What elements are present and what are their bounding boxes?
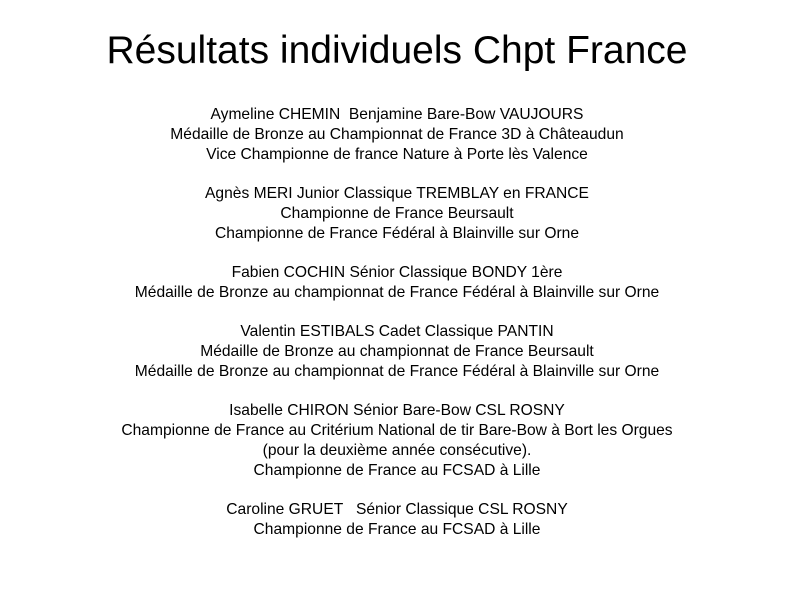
result-line: Médaille de Bronze au championnat de France Fédéral à Blainville sur Orne — [134, 363, 660, 380]
result-line: Isabelle CHIRON Sénior Bare-Bow CSL ROSNY — [229, 402, 565, 419]
result-block-chemin — [0, 105, 794, 165]
result-line: Agnès MERI Junior Classique TREMBLAY en FRANCE — [205, 185, 589, 202]
result-block-meri — [0, 184, 794, 244]
result-line: Vice Championne de france Nature à Porte lès Valence — [206, 146, 588, 163]
result-line: Médaille de Bronze au Championnat de France 3D à Châteaudun — [170, 126, 624, 143]
result-line: Fabien COCHIN Sénior Classique BONDY 1ère — [231, 264, 563, 281]
result-line: Aymeline CHEMIN Benjamine Bare-Bow VAUJOURS — [210, 106, 584, 123]
result-block-chiron — [0, 401, 794, 481]
result-line: Championne de France au Critérium National de tir Bare-Bow à Bort les Orgues — [121, 422, 673, 439]
result-line: Valentin ESTIBALS Cadet Classique PANTIN — [240, 323, 554, 340]
result-block-cochin — [0, 263, 794, 303]
result-block-estibals — [0, 322, 794, 382]
result-line: Championne de France au FCSAD à Lille — [253, 521, 541, 538]
result-line: (pour la deuxième année consécutive). — [262, 442, 532, 459]
result-line: Championne de France Fédéral à Blainville sur Orne — [214, 225, 580, 242]
result-line: Caroline GRUET Sénior Classique CSL ROSNY — [226, 501, 568, 518]
page-title: Résultats individuels Chpt France — [106, 29, 688, 72]
result-line: Championne de France au FCSAD à Lille — [253, 462, 541, 479]
result-line: Médaille de Bronze au championnat de France Fédéral à Blainville sur Orne — [134, 284, 660, 301]
result-line: Championne de France Beursault — [280, 205, 514, 222]
results-body — [0, 105, 794, 559]
result-block-gruet — [0, 500, 794, 540]
result-line: Médaille de Bronze au championnat de France Beursault — [200, 343, 594, 360]
